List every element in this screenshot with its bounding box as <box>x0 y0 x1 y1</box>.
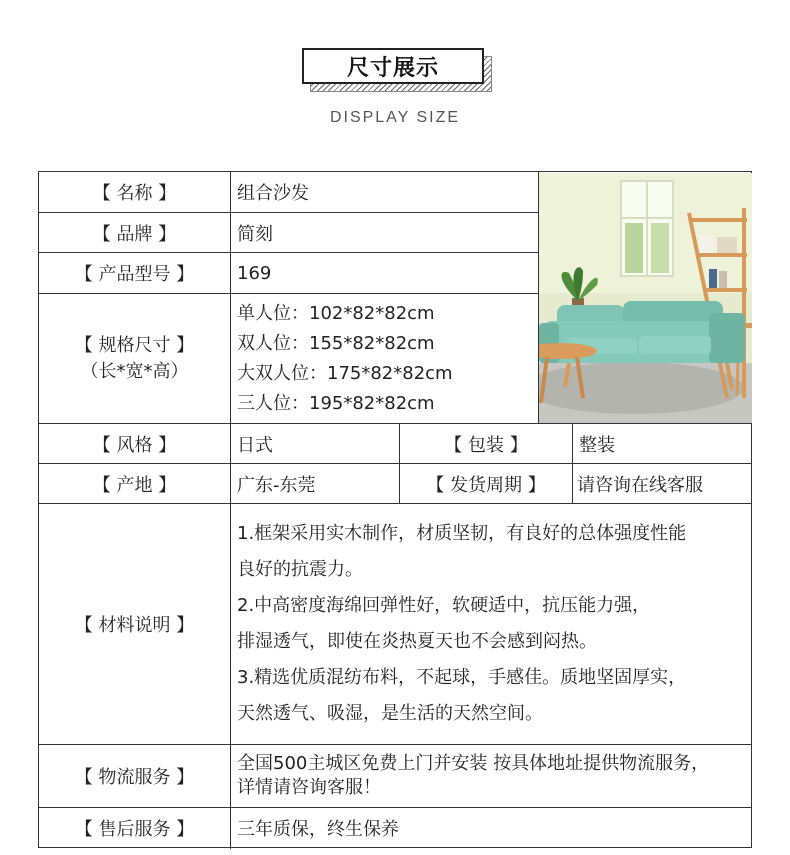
material-line: 3.精选优质混纺布料，不起球，手感佳。质地坚固厚实， <box>237 667 687 688</box>
origin-value: 广东-东莞 <box>237 474 316 496</box>
logistics-label: 【 物流服务 】 <box>39 745 230 807</box>
aftersale-value: 三年质保，终生保养 <box>237 818 399 840</box>
brand-value: 简刻 <box>237 223 273 245</box>
aftersale-label: 【 售后服务 】 <box>39 808 230 847</box>
material-text <box>231 504 752 744</box>
size-label-line1: 【 规格尺寸 】 <box>74 334 195 356</box>
material-line: 1.框架采用实木制作，材质坚韧，有良好的总体强度性能 <box>237 523 687 544</box>
style-label: 【 风格 】 <box>39 424 230 463</box>
size-value-triple: 三人位：195*82*82cm <box>237 392 435 414</box>
delivery-label: 【 发货周期 】 <box>400 464 572 503</box>
style-value: 日式 <box>237 434 273 456</box>
delivery-value: 请咨询在线客服 <box>577 474 703 496</box>
material-label: 【 材料说明 】 <box>39 504 230 744</box>
title-text: 尺寸展示 <box>302 48 484 84</box>
model-label: 【 产品型号 】 <box>39 253 230 293</box>
sofa-photo <box>539 173 752 423</box>
logistics-line: 全国500主城区免费上门并安装 按具体地址提供物流服务， <box>237 753 710 774</box>
size-label-line2: （长*宽*高） <box>80 360 189 382</box>
name-value: 组合沙发 <box>237 183 309 204</box>
size-value-large-double: 大双人位：175*82*82cm <box>237 362 453 384</box>
spec-table <box>38 171 752 848</box>
sofa-illustration <box>539 173 752 423</box>
logistics-text <box>231 745 752 807</box>
model-value: 169 <box>237 262 272 284</box>
logistics-line: 详情请咨询客服！ <box>237 777 381 798</box>
section-subtitle: DISPLAY SIZE <box>329 109 461 126</box>
material-line: 天然透气、吸湿，是生活的天然空间。 <box>237 703 543 724</box>
size-value-double: 双人位：155*82*82cm <box>237 332 435 354</box>
size-label <box>39 294 230 423</box>
brand-label: 【 品牌 】 <box>39 213 230 252</box>
package-label: 【 包装 】 <box>400 424 572 463</box>
origin-label: 【 产地 】 <box>39 464 230 503</box>
name-label: 【 名称 】 <box>39 172 230 212</box>
material-line: 2.中高密度海绵回弹性好，软硬适中，抗压能力强， <box>237 595 651 616</box>
material-line: 排湿透气，即使在炎热夏天也不会感到闷热。 <box>237 631 597 652</box>
package-value: 整装 <box>579 434 615 456</box>
size-value-single: 单人位：102*82*82cm <box>237 302 435 324</box>
material-line: 良好的抗震力。 <box>237 559 363 580</box>
section-title <box>302 48 492 90</box>
size-values <box>231 294 538 423</box>
